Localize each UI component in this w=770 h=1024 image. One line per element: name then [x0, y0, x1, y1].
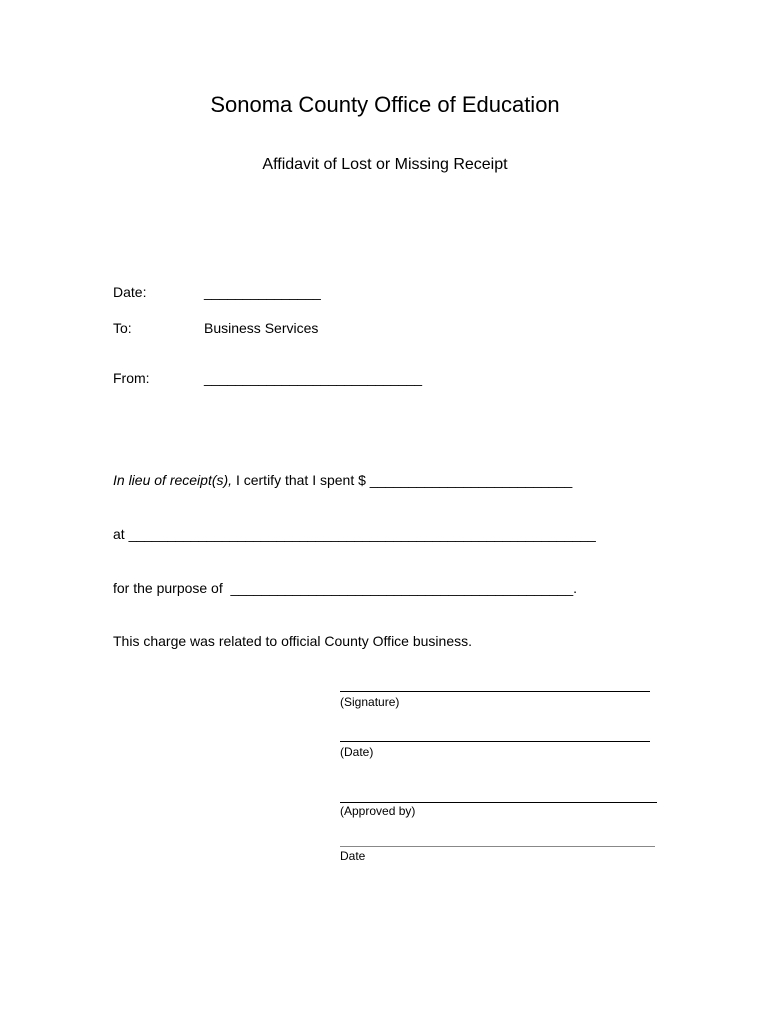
purpose-statement: for the purpose of ____________________________________________. — [113, 580, 577, 596]
date-signature-line — [340, 741, 650, 742]
final-date-label: Date — [340, 849, 366, 863]
page-subtitle: Affidavit of Lost or Missing Receipt — [262, 156, 508, 173]
page-title: Sonoma County Office of Education — [210, 92, 560, 117]
to-value: Business Services — [204, 320, 319, 336]
approved-line — [340, 802, 657, 803]
final-date-line — [340, 846, 655, 847]
in-lieu-phrase: In lieu of receipt(s), — [113, 472, 233, 488]
date-signature-label: (Date) — [340, 745, 374, 759]
approved-label: (Approved by) — [340, 804, 416, 818]
date-field: _______________ — [204, 284, 321, 300]
signature-line — [340, 691, 650, 692]
date-label: Date: — [113, 284, 147, 300]
business-statement: This charge was related to official County Office business. — [113, 633, 472, 649]
to-label: To: — [113, 320, 132, 336]
from-field: ____________________________ — [204, 370, 423, 386]
location-statement: at ____________________________________________________________ — [113, 526, 596, 542]
signature-label: (Signature) — [340, 695, 400, 709]
amount-statement — [113, 472, 572, 488]
amount-statement-text: I certify that I spent $ __________________________ — [232, 472, 573, 488]
from-label: From: — [113, 370, 150, 386]
